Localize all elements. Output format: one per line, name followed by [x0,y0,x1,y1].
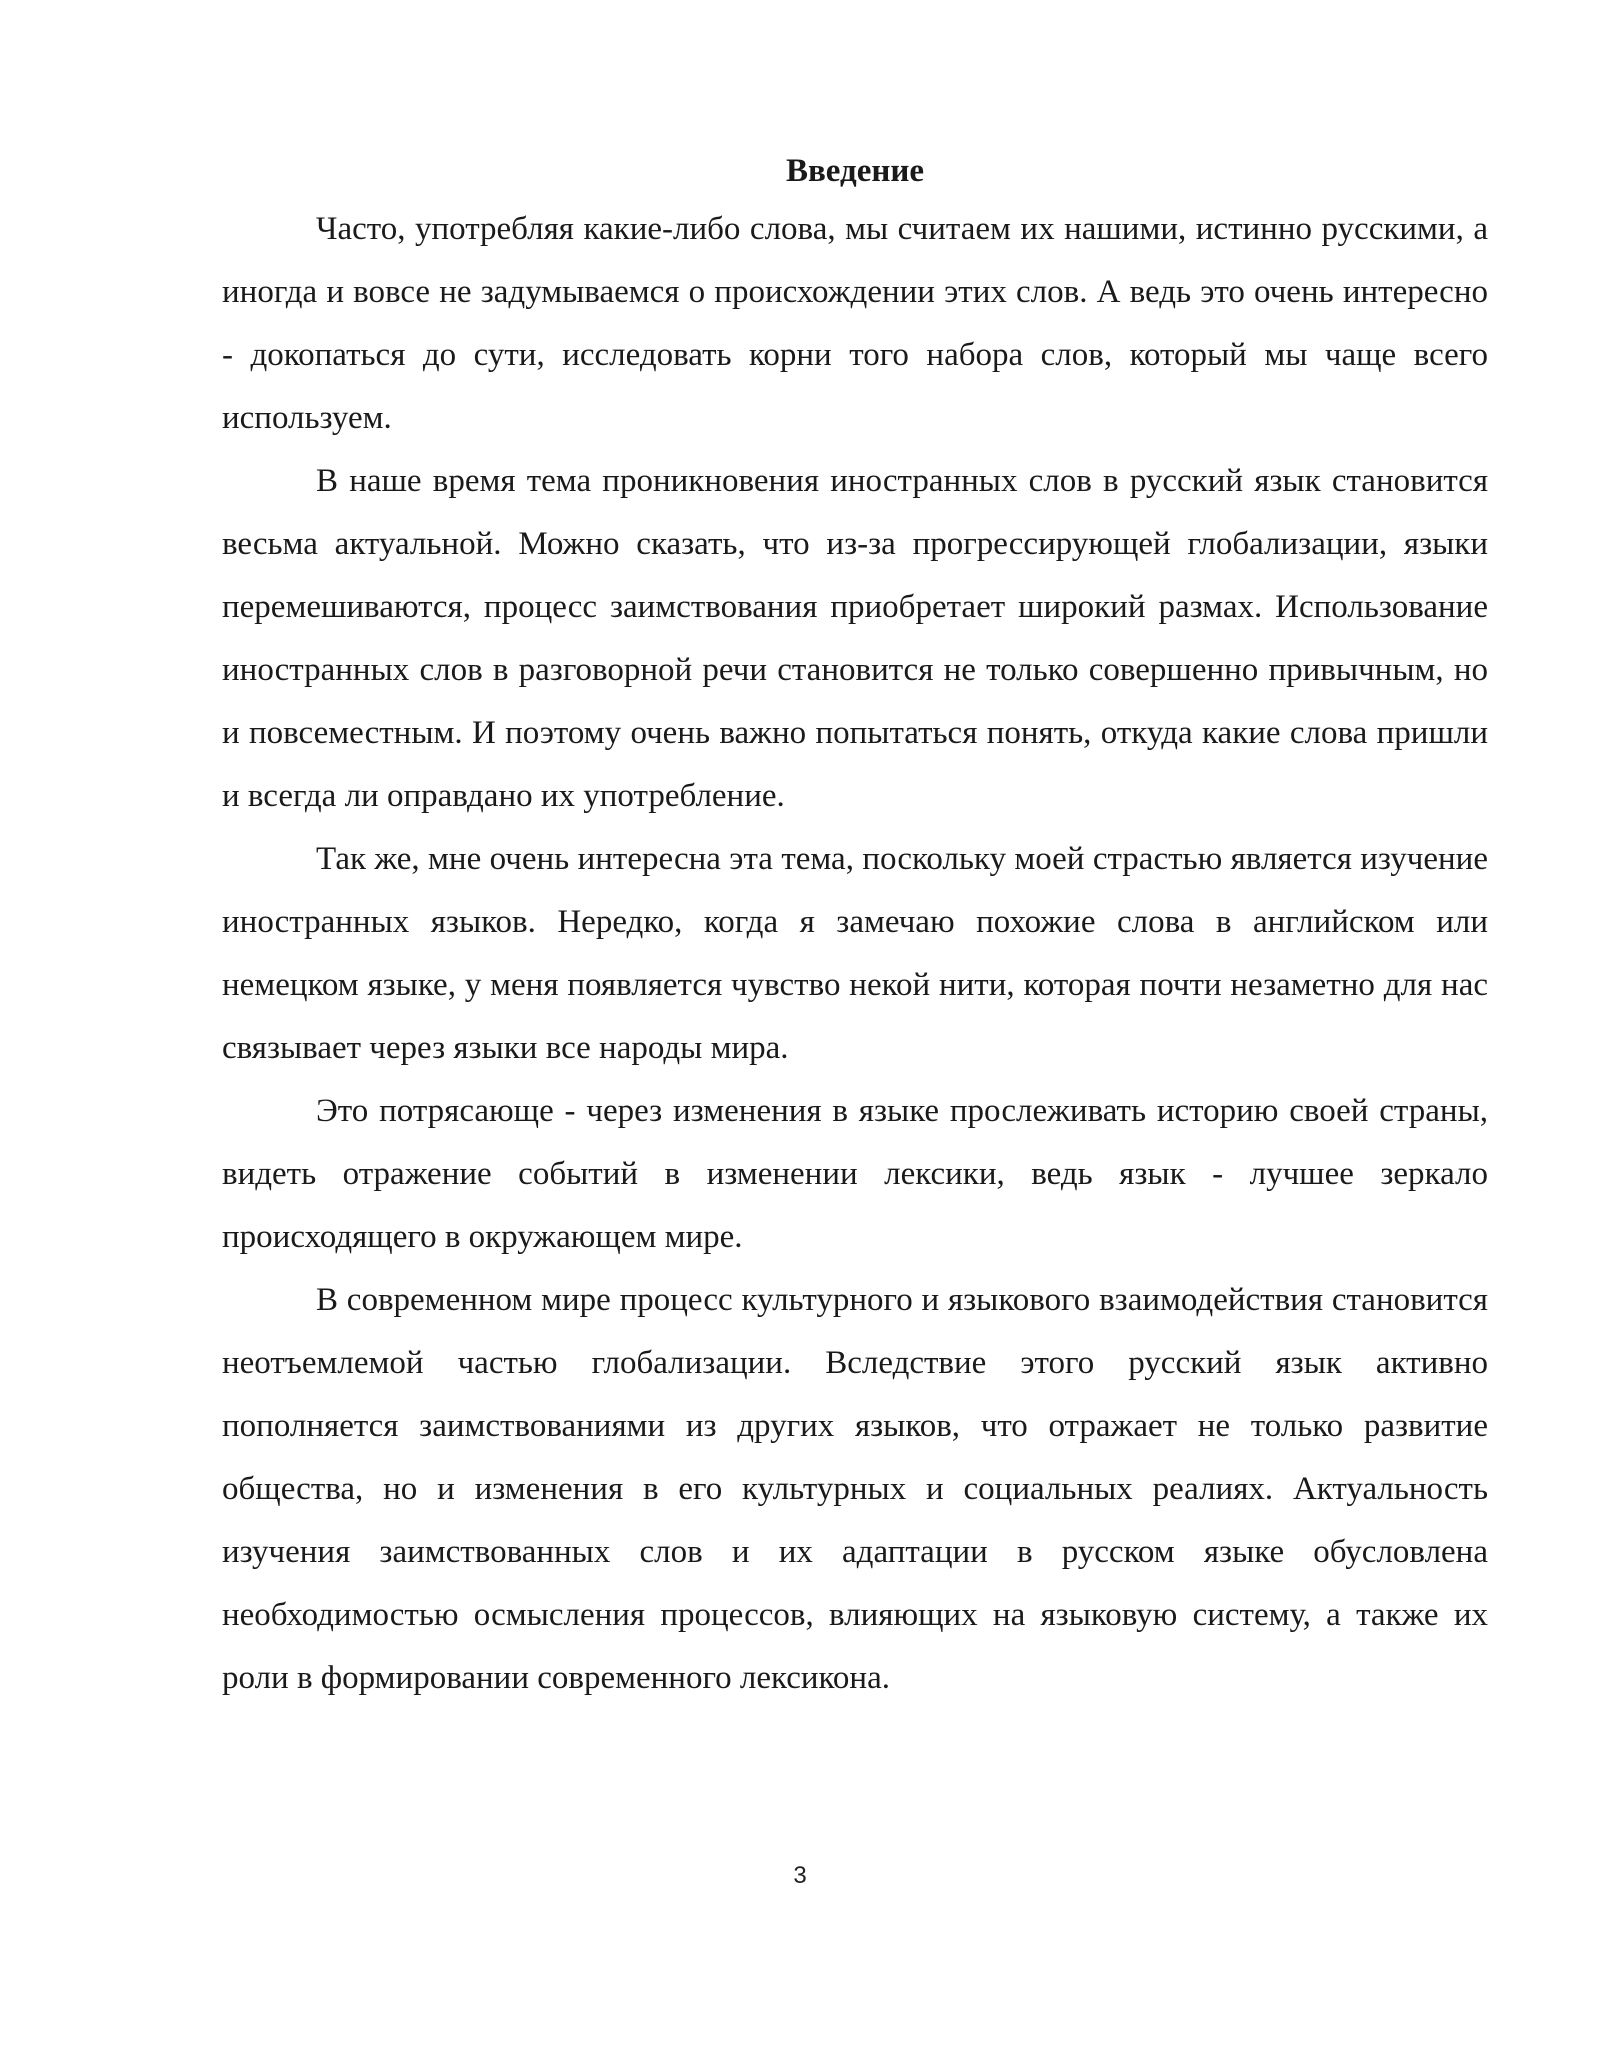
paragraph-3: Так же, мне очень интересна эта тема, поскольку моей страстью является изучение иностранных языков. Нередко, когда я замечаю похожие слова в английском или немецком языке, у меня появляется чувство некой нити, которая почти незаметно для нас связывает через языки все народы мира. [222,841,1488,1066]
section-title: Введение [785,153,925,189]
page-content [222,145,1488,1710]
paragraph-4: Это потрясающе - через изменения в языке прослеживать историю своей страны, видеть отражение событий в изменении лексики, ведь язык - лучшее зеркало происходящего в окружающем мире. [222,1093,1488,1255]
paragraph-2: В наше время тема проникновения иностранных слов в русский язык становится весьма актуальной. Можно сказать, что из-за прогрессирующей глобализации, языки перемешиваются, процесс заимствования приобретает широкий размах. Использование иностранных слов в разговорной речи становится не только совершенно привычным, но и повсеместным. И поэтому очень важно попытаться понять, откуда какие слова пришли и всегда ли оправдано их употребление. [222,463,1488,814]
page-number: 3 [793,1862,807,1889]
paragraph-5: В современном мире процесс культурного и языкового взаимодействия становится неотъемлемой частью глобализации. Вследствие этого русский язык активно пополняется заимствованиями из других языков, что отражает не только развитие общества, но и изменения в его культурных и социальных реалиях. Актуальность изучения заимствованных слов и их адаптации в русском языке обусловлена необходимостью осмысления процессов, влияющих на языковую систему, а также их роли в формировании современного лексикона. [222,1282,1488,1696]
paragraph-1: Часто, употребляя какие-либо слова, мы считаем их нашими, истинно русскими, а иногда и вовсе не задумываемся о происхождении этих слов. А ведь это очень интересно - докопаться до сути, исследовать корни того набора слов, который мы чаще всего используем. [222,211,1488,436]
